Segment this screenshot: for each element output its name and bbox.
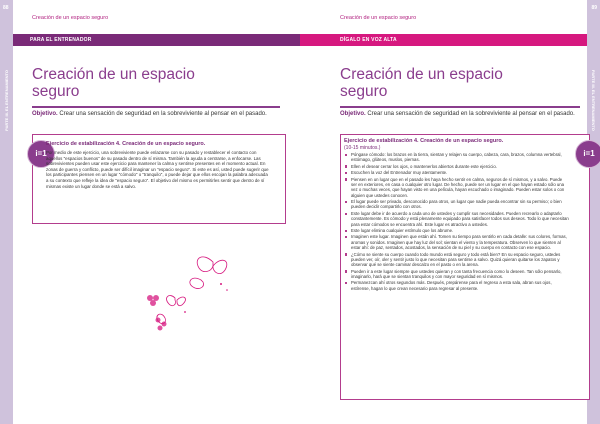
- exercise-title: Ejercicio de estabilización 4. Creación de un espacio seguro.: [46, 141, 206, 147]
- page-title: [340, 66, 540, 100]
- page-number: 89: [591, 5, 597, 11]
- page-title: [32, 66, 232, 100]
- list-item: Permanezcan ahí otros segundos más. Después, prepárense para el regreso a esta sala, abran sus ojos, estírense, hagan lo que crean necesario para regresar al presente.: [344, 280, 569, 291]
- objective: [340, 110, 580, 118]
- side-section-label: PARTE III. EL ENTRENAMIENTO: [591, 70, 596, 131]
- section-band: PARA EL ENTRENADOR: [13, 34, 300, 46]
- exercise-title: Ejercicio de estabilización 4. Creación de un espacio seguro.: [344, 138, 504, 144]
- objective: [32, 110, 282, 118]
- title-line-2: seguro: [32, 83, 80, 100]
- objective-text: Crear una sensación de seguridad en la sobreviviente al pensar en el pasado.: [365, 111, 575, 117]
- side-strip: [0, 0, 13, 424]
- objective-label: Objetivo.: [32, 111, 58, 117]
- list-item: ¿Cómo se siente su cuerpo cuando todo mundo está seguro y todo está bien? En su espacio seguro, ustedes pueden ver, oír, oler y sentir justo lo que necesitan para sentirse a salvo. Quizá quieran quitarse los zapatos y observar qué se siente caminar descalzo en el pasto o en la arena.: [344, 252, 569, 268]
- list-item: Ellen el desear cerrar los ojos, o mantenerlos abiertos durante este ejercicio.: [344, 164, 569, 169]
- list-item: Este lugar elimina cualquier estímulo que los abrume.: [344, 228, 569, 233]
- running-head: Creación de un espacio seguro: [340, 15, 417, 21]
- exercise-duration: (10-15 minutos.): [344, 145, 381, 151]
- exercise-steps-list: [344, 152, 569, 292]
- right-page: [300, 0, 600, 424]
- side-section-label: PARTE III. EL ENTRENAMIENTO: [4, 70, 9, 131]
- page-number: 88: [3, 5, 9, 11]
- title-rule: [32, 106, 280, 108]
- title-line-1: Creación de un espacio: [32, 66, 195, 83]
- list-item: Imaginen este lugar. Imaginen que están ahí. Tomen su tiempo para sentirlo en cada detalle: sus colores, formas, aromas y sonidos. Imaginen que hay luz del sol; sientan el viento y la temperatura. Observen lo que sienten al estar ahí: de paz, sentados, acostados, la sensación de su piel y su cuerpo en contacto con ese espacio.: [344, 234, 569, 250]
- list-item: Piensen en un lugar que en el pasado les haya hecho sentir en calma, seguros de sí mismos, y a salvo. Puede ser en exteriores, en casa o cualquier otro lugar. De hecho, puede ser un lugar en el que hayan estado sólo una vez o muchas veces, que hayan visto en una película, hayan escuchado o imaginado. Pueden estar solos o con alguien que ustedes conocen.: [344, 177, 569, 198]
- list-item: Escuchen la voz del Entrenador muy atentamente.: [344, 170, 569, 175]
- exercise-badge-icon: [575, 140, 600, 168]
- flower-decoration-icon: [140, 290, 180, 340]
- title-rule: [340, 106, 580, 108]
- title-line-1: Creación de un espacio: [340, 66, 503, 83]
- objective-label: Objetivo.: [340, 111, 366, 117]
- title-line-2: seguro: [340, 83, 388, 100]
- list-item: Este lugar debe ir de acuerdo a cada uno de ustedes y cumplir sus necesidades. Pueden recrearlo o adaptarlo constantemente. Es cómodo y está plenamente equipado para satisfacer todos sus deseos. Todo lo que necesitan para estar cómodos se encuentra ahí. Este lugar es atractivo a ustedes.: [344, 211, 569, 227]
- badge-text: i=1: [35, 149, 47, 158]
- section-band: DÍGALO EN VOZ ALTA: [300, 34, 587, 46]
- exercise-paragraph: Por medio de este ejercicio, una sobreviviente puede enlazarse con su pasado y restablecer el contacto con aquellos "espacios buenos" de su pasado dentro de sí misma. También la ayuda a centrarse, a enfocarse. Las sobrevivientes pueden usar este ejercicio para mantener la calma y sentirse presentes en el momento actual. En zonas de guerra y conflicto, puede ser difícil imaginar un "espacio seguro". Si este es así, usted puede sugerir que los participantes piensen en un lugar "cómodo" o "tranquilo", o puede dejar que ellos escojan la palabra adecuada a su contexto que refleje la idea de "espacio seguro". El objetivo del mismo es permitirles sentir que dentro de sí mismas existe un lugar donde se está a salvo.: [46, 150, 269, 189]
- list-item: Pueden ir a este lugar siempre que ustedes quieran y con tanta frecuencia como lo deseen. Tan sólo pensarlo, imaginarlo, hará que se sientan tranquilos y con mayor seguridad en sí mismos.: [344, 269, 569, 280]
- list-item: El lugar puede ser privado, desconocido para otros, un lugar que nadie pueda encontrar sin su permiso; o bien pueden decidir compartirlo con otros.: [344, 199, 569, 210]
- objective-text: Crear una sensación de seguridad en la sobreviviente al pensar en el pasado.: [57, 111, 267, 117]
- list-item: Póngase cómodo: los brazos en la tierra, sientan y relajen su cuerpo, cabeza, cara, brazos, columna vertebral, estómago, glúteos, muslos, piernas.: [344, 152, 569, 163]
- running-head: Creación de un espacio seguro: [32, 15, 109, 21]
- badge-text: i=1: [583, 149, 595, 158]
